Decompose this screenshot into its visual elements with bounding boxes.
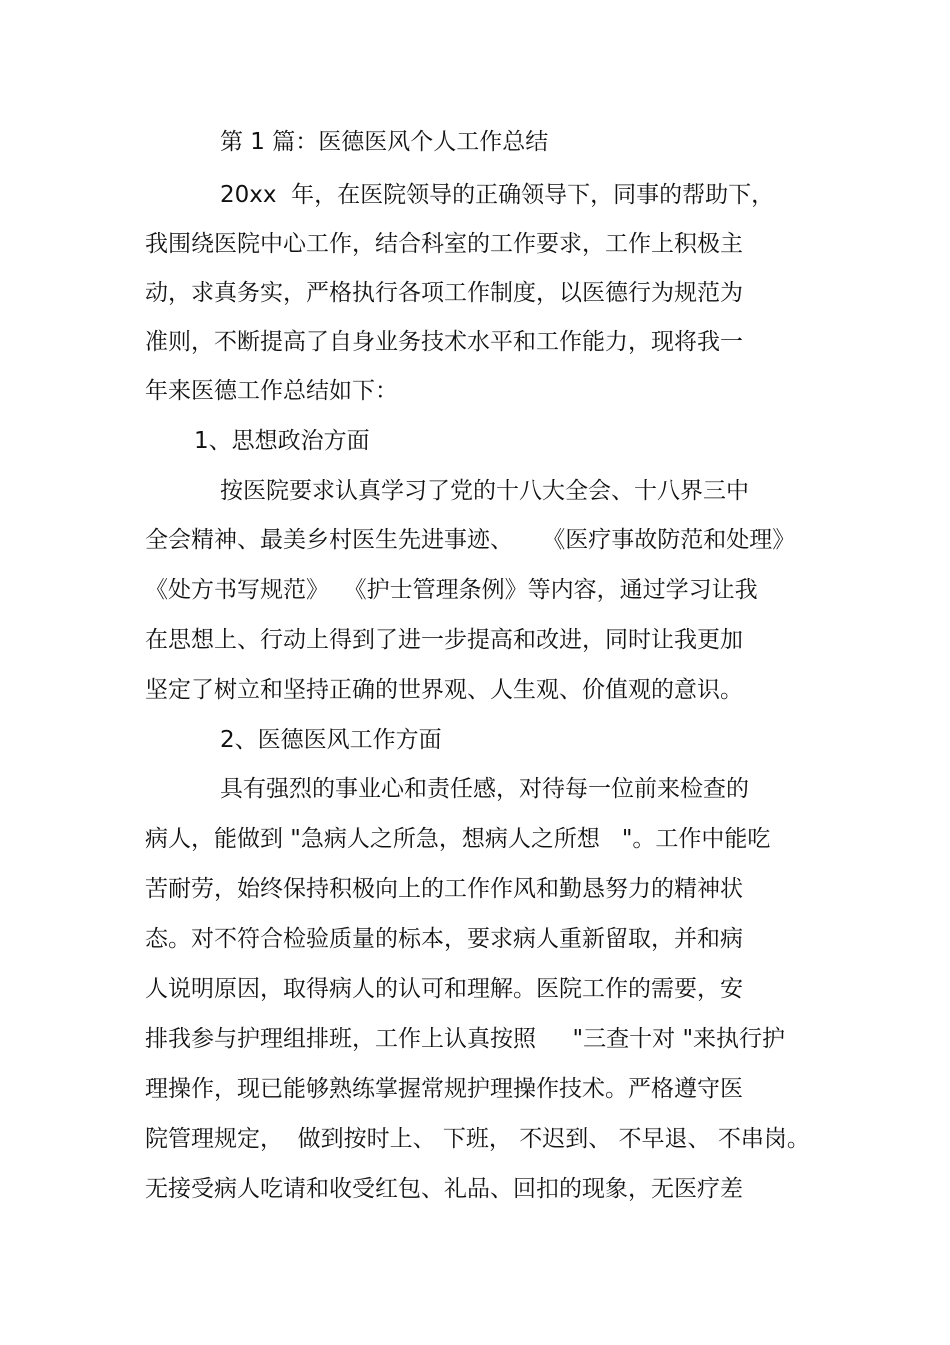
body-line: 在思想上、行动上得到了进一步提高和改进，同时让我更加 (145, 627, 743, 653)
body-line: 按医院要求认真学习了党的十八大全会、十八界三中 (220, 478, 749, 504)
section-heading: 2、医德医风工作方面 (220, 727, 442, 753)
body-line: 人说明原因，取得病人的认可和理解。医院工作的需要，安 (145, 976, 743, 1002)
body-line: 准则，不断提高了自身业务技术水平和工作能力，现将我一 (145, 329, 743, 355)
body-line: 动，求真务实，严格执行各项工作制度，以医德行为规范为 (145, 280, 743, 306)
body-line: 《处方书写规范》 《护士管理条例》等内容，通过学习让我 (145, 577, 758, 603)
body-line: 20xx 年，在医院领导的正确领导下，同事的帮助下， (220, 182, 775, 208)
body-line: 病人，能做到 "急病人之所急，想病人之所想 "。工作中能吃 (145, 826, 771, 852)
body-line: 无接受病人吃请和收受红包、礼品、回扣的现象，无医疗差 (145, 1176, 743, 1202)
section-heading: 1、思想政治方面 (194, 428, 370, 454)
body-line: 年来医德工作总结如下： (145, 378, 398, 404)
document-title: 第 1 篇：医德医风个人工作总结 (220, 129, 549, 155)
body-line: 排我参与护理组排班，工作上认真按照 "三查十对 "来执行护 (145, 1026, 786, 1052)
body-line: 院管理规定， 做到按时上、 下班， 不迟到、 不早退、 不串岗。 (145, 1126, 810, 1152)
body-line: 我围绕医院中心工作，结合科室的工作要求，工作上积极主 (145, 231, 743, 257)
body-line: 具有强烈的事业心和责任感，对待每一位前来检查的 (220, 776, 749, 802)
body-line: 态。对不符合检验质量的标本，要求病人重新留取，并和病 (145, 926, 743, 952)
body-line: 苦耐劳，始终保持积极向上的工作作风和勤恳努力的精神状 (145, 876, 743, 902)
body-line: 坚定了树立和坚持正确的世界观、人生观、价值观的意识。 (145, 677, 743, 703)
body-line: 全会精神、最美乡村医生先进事迹、 《医疗事故防范和处理》 (145, 527, 796, 553)
body-line: 理操作，现已能够熟练掌握常规护理操作技术。严格遵守医 (145, 1076, 743, 1102)
